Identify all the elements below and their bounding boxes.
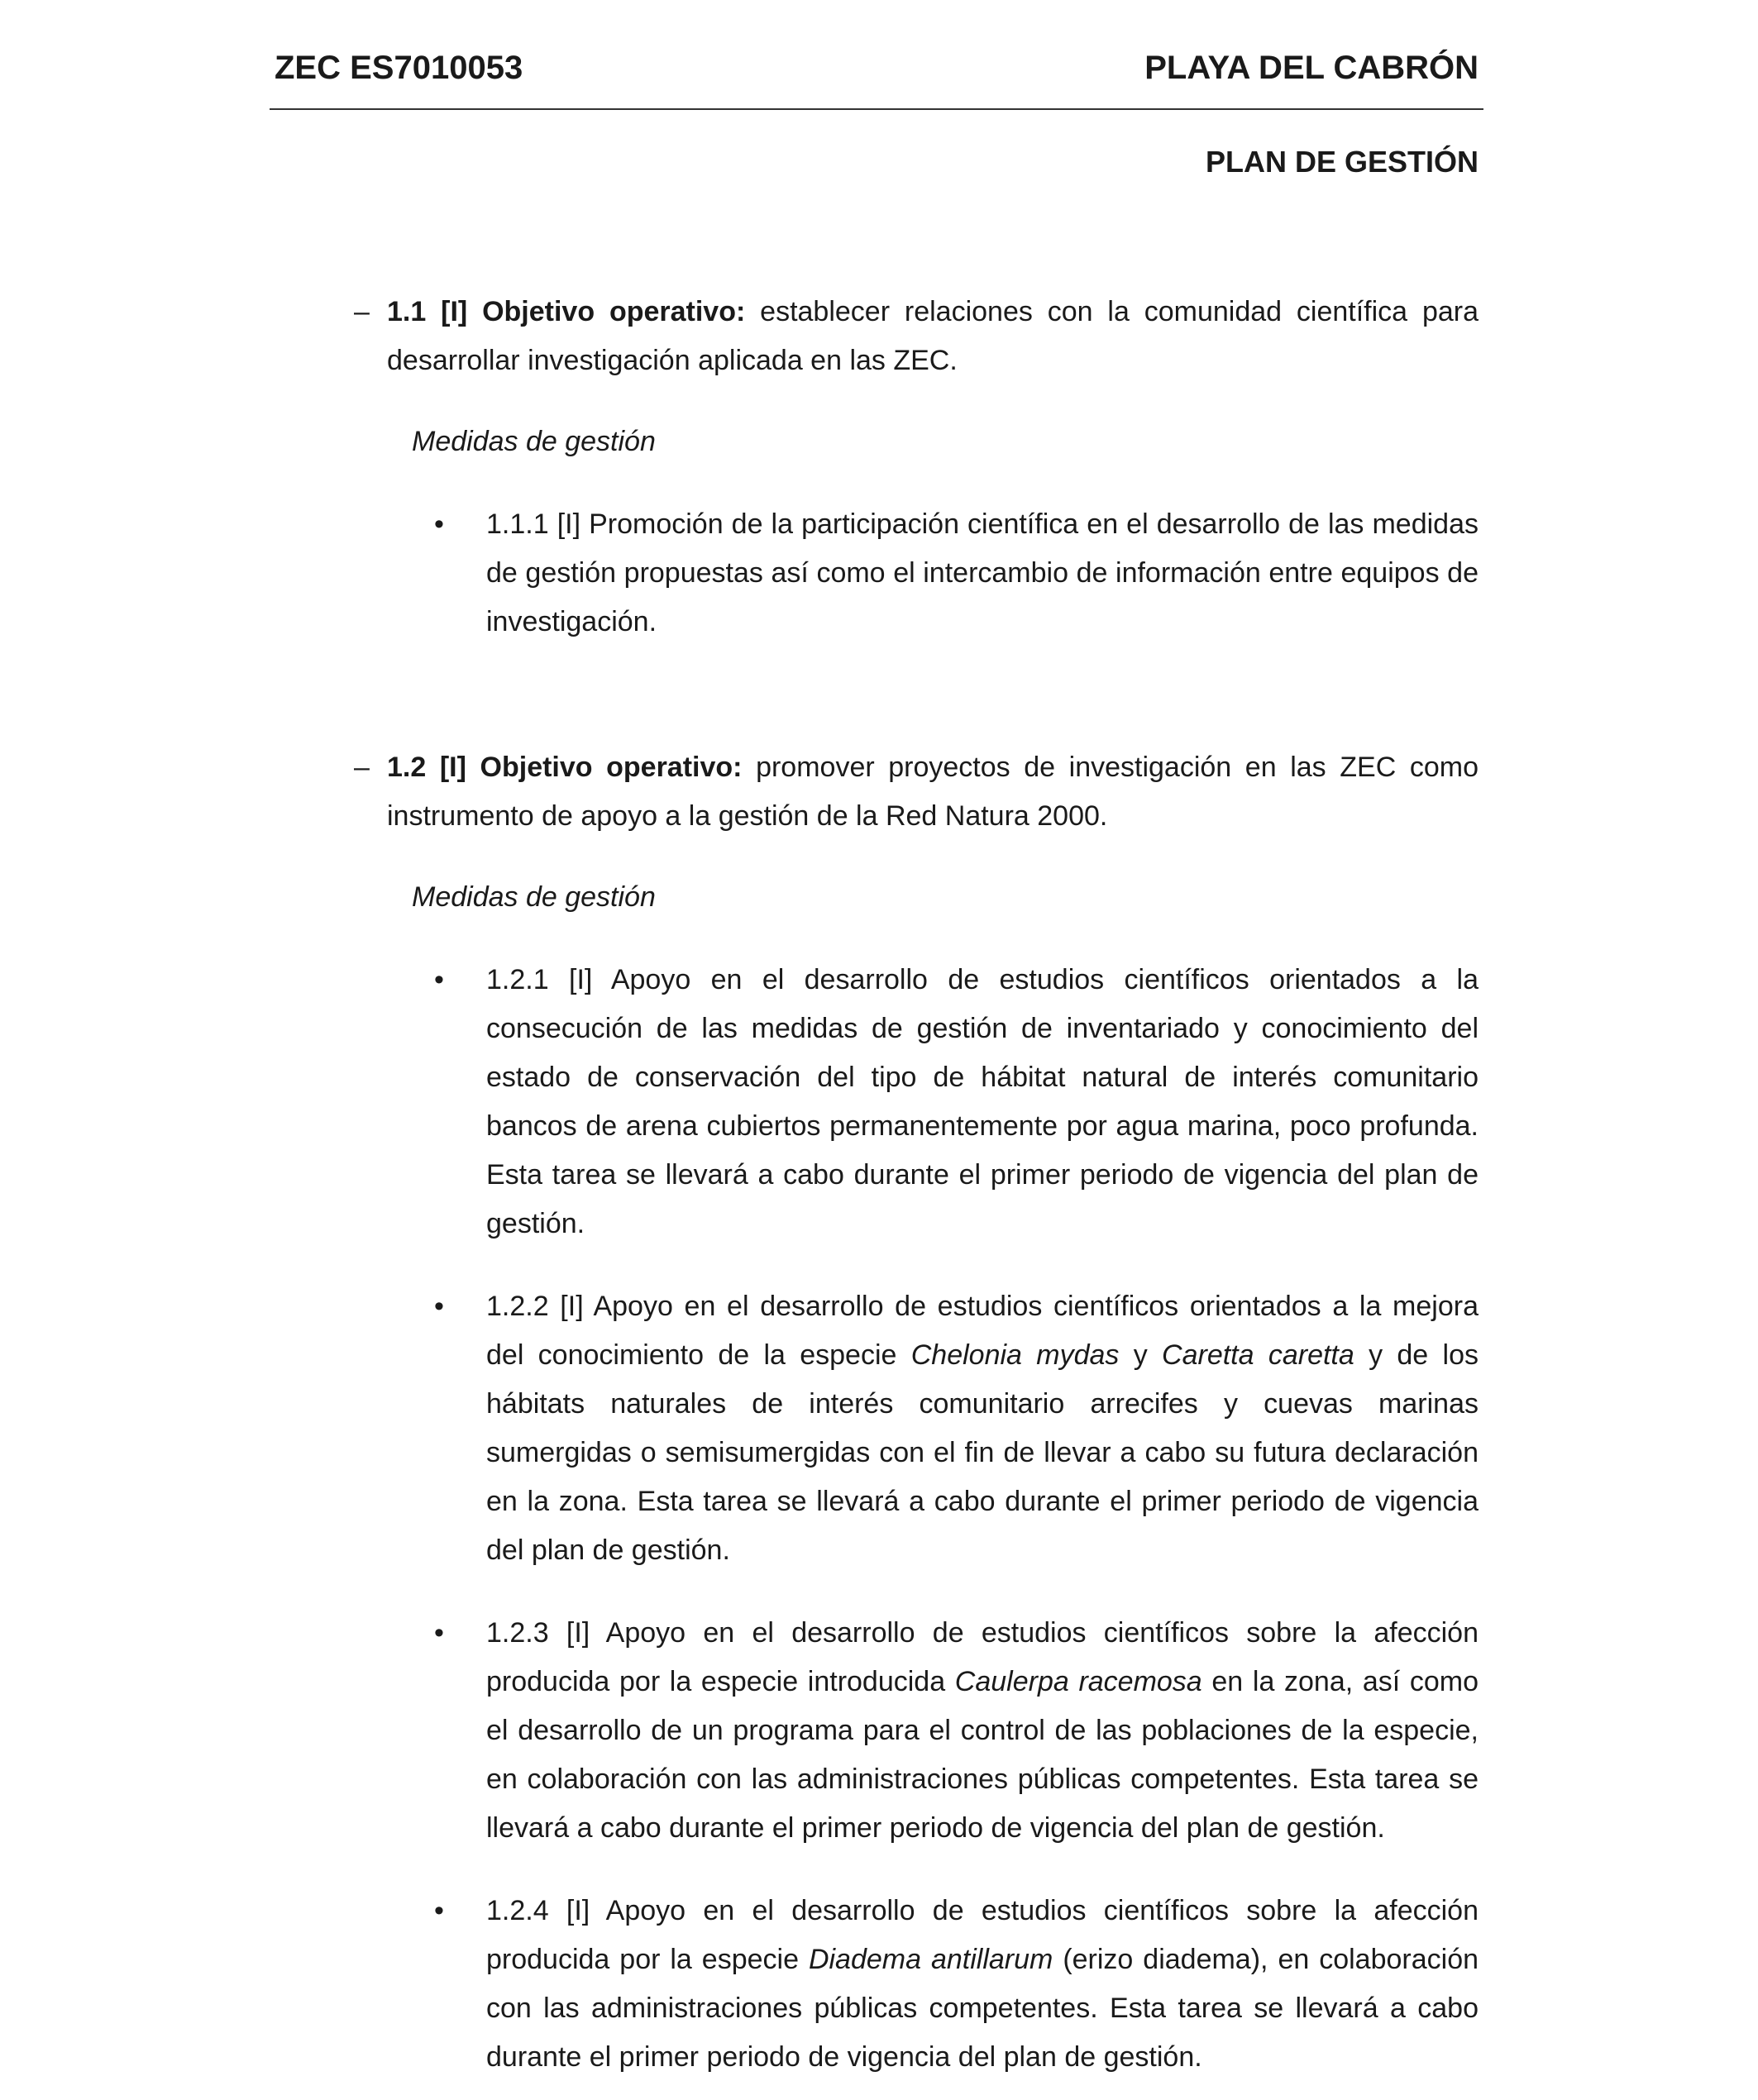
measure-text: 1.2.2 [I] Apoyo en el desarrollo de estudios científicos orientados a la mejora del conocimiento de la especie [486, 1291, 1479, 1371]
objective-1-2 [354, 743, 1479, 841]
dash-marker: – [354, 752, 370, 783]
bullet-marker: • [434, 508, 444, 540]
measures-label: Medidas de gestión [412, 881, 656, 913]
bullet-marker: • [434, 1291, 444, 1322]
measure-1-2-2 [434, 1282, 1479, 1575]
measure-text: 1.2.1 [I] Apoyo en el desarrollo de estudios científicos orientados a la consecución de las medidas de gestión de inventariado y conocimiento del estado de conservación del tipo de hábitat natural de interés comunitario bancos de arena cubiertos permanentemente por agua marina, poco profunda. Esta tarea se llevará a cabo durante el primer periodo de vigencia del plan de gestión. [486, 964, 1479, 1239]
measure-text: y de los hábitats naturales de interés comunitario arrecifes y cuevas marinas sumergidas o semisumergidas con el fin de llevar a cabo su futura declaración en la zona. Esta tarea se llevará a cabo durante el primer periodo de vigencia del plan de gestión. [486, 1339, 1479, 1566]
bullet-marker: • [434, 1895, 444, 1926]
objective-1-1 [354, 288, 1479, 385]
dash-marker: – [354, 296, 370, 327]
objective-text: promover proyectos de investigación en las ZEC como instrumento de apoyo a la gestión de la Red Natura 2000. [387, 752, 1479, 832]
measures-label: Medidas de gestión [412, 426, 656, 457]
measure-1-1-1 [434, 500, 1479, 647]
objective-text: establecer relaciones con la comunidad científica para desarrollar investigación aplicada en las ZEC. [387, 296, 1479, 376]
header-subtitle: PLAN DE GESTIÓN [1205, 145, 1479, 179]
measure-text: (erizo diadema), en colaboración con las administraciones públicas competentes. Esta tarea se llevará a cabo durante el primer periodo de vigencia del plan de gestión. [486, 1944, 1479, 2073]
objective-heading: 1.1 [I] Objetivo operativo: [387, 296, 746, 327]
objective-heading: 1.2 [I] Objetivo operativo: [387, 752, 743, 783]
bullet-marker: • [434, 964, 444, 995]
species-name: Caretta caretta [1162, 1339, 1354, 1371]
header-code: ZEC ES7010053 [275, 50, 523, 86]
measure-text: y [1119, 1339, 1163, 1371]
measure-1-2-3 [434, 1609, 1479, 1853]
species-name: Caulerpa racemosa [954, 1666, 1202, 1697]
species-name: Chelonia mydas [910, 1339, 1120, 1371]
header-place: PLAYA DEL CABRÓN [1144, 50, 1479, 86]
measure-text: 1.1.1 [I] Promoción de la participación científica en el desarrollo de las medidas de gestión propuestas así como el intercambio de información entre equipos de investigación. [486, 508, 1479, 637]
measure-text: 1.2.3 [I] Apoyo en el desarrollo de estudios científicos sobre la afección producida por la especie introducida [486, 1617, 1479, 1697]
measure-text: en la zona, así como el desarrollo de un programa para el control de las poblaciones de la especie, en colaboración con las administraciones públicas competentes. Esta tarea se llevará a cabo durante el primer periodo de vigencia del plan de gestión. [486, 1666, 1479, 1844]
measure-1-2-4 [434, 1887, 1479, 2082]
species-name: Diadema antillarum [808, 1944, 1053, 1975]
document-body [0, 288, 1758, 2082]
bullet-marker: • [434, 1617, 444, 1649]
header-rule [270, 108, 1483, 110]
measure-1-2-1 [434, 956, 1479, 1248]
measure-text: 1.2.4 [I] Apoyo en el desarrollo de estudios científicos sobre la afección producida por la especie [486, 1895, 1479, 1975]
